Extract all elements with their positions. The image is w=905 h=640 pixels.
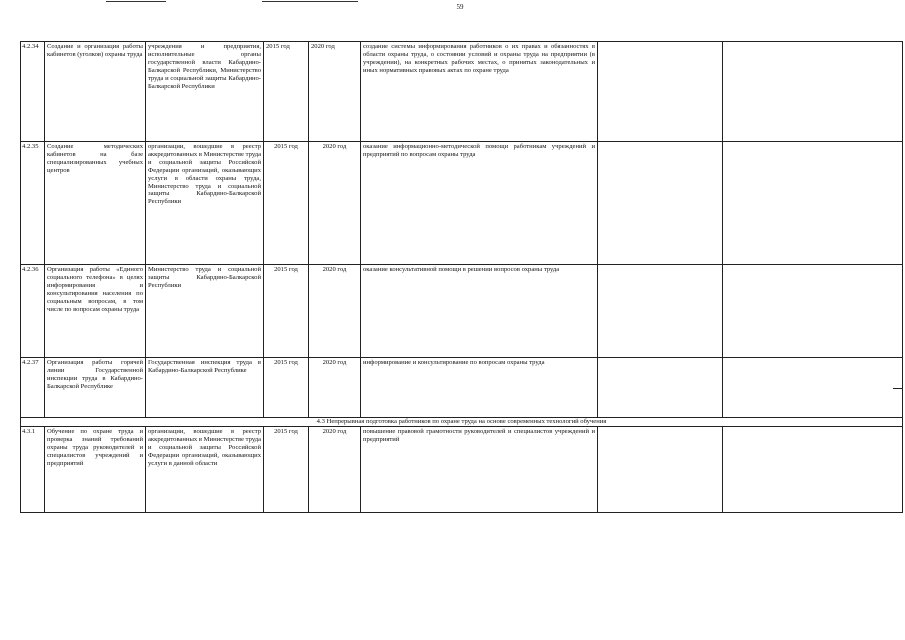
table-row — [21, 265, 903, 358]
end-year: 2020 год — [309, 265, 361, 358]
empty-cell — [723, 427, 903, 513]
start-year: 2015 год — [264, 142, 309, 265]
measure-name: Обучение по охране труда и проверка знаний требований охраны труда руководителей и специалистов учреждений и предприятий — [45, 427, 146, 513]
expected-result: повышение правовой грамотности руководителей и специалистов учреждений и предприятий — [361, 427, 598, 513]
scan-artifact-line — [262, 1, 358, 2]
row-number: 4.2.34 — [21, 42, 45, 142]
expected-result: оказание информационно-методической помощи работникам учреждений и предприятий по вопросам охраны труда — [361, 142, 598, 265]
empty-cell — [723, 42, 903, 142]
end-year: 2020 год — [309, 427, 361, 513]
expected-result: создание системы информирования работников о их правах и обязанностях в области охраны труда, о состоянии условий и охраны труда на предприятии (в учреждении), на конкретных рабочих местах, о принятых законодательных и иных нормативных правовых актах по охране труда — [361, 42, 598, 142]
empty-cell — [598, 142, 723, 265]
empty-cell — [723, 142, 903, 265]
measure-name: Организация работы горячей линии Государственной инспекции труда в Кабардино-Балкарской Республике — [45, 358, 146, 418]
end-year: 2020 год — [309, 358, 361, 418]
measures-table — [20, 41, 903, 513]
end-year: 2020 год — [309, 42, 361, 142]
table-row — [21, 427, 903, 513]
row-number: 4.3.1 — [21, 427, 45, 513]
measure-name: Создание методических кабинетов на базе специализированных учебных центров — [45, 142, 146, 265]
row-number: 4.2.36 — [21, 265, 45, 358]
section-header: 4.3 Непрерывная подготовка работников по охране труда на основе современных технологий обучения — [21, 418, 903, 427]
start-year: 2015 год — [264, 42, 309, 142]
start-year: 2015 год — [264, 265, 309, 358]
empty-cell — [723, 358, 903, 418]
empty-cell — [598, 358, 723, 418]
empty-cell — [723, 265, 903, 358]
empty-cell — [598, 265, 723, 358]
row-number: 4.2.37 — [21, 358, 45, 418]
empty-cell — [598, 427, 723, 513]
row-number: 4.2.35 — [21, 142, 45, 265]
executor-cell: организации, вошедшие в реестр аккредитованных в Министерстве труда и социальной защиты Российской Федерации организаций, оказывающих услуги в области охраны труда, Министерство труда и социальной защиты Кабардино-Балкарской Республики — [146, 142, 264, 265]
executor-cell: организации, вошедшие в реестр аккредитованных в Министерстве труда и социальной защиты Российской Федерации организаций, оказывающих услуги в данной области — [146, 427, 264, 513]
section-row — [21, 418, 903, 427]
measure-name: Организация работы «Единого социального телефона» в целях информирования и консультирования населения по социальным вопросам, в том числе по вопросам охраны труда — [45, 265, 146, 358]
table-row — [21, 358, 903, 418]
page-number: 59 — [456, 3, 464, 11]
executor-cell: Министерство труда и социальной защиты Кабардино-Балкарской Республики — [146, 265, 264, 358]
table-row — [21, 42, 903, 142]
start-year: 2015 год — [264, 358, 309, 418]
scan-artifact-line — [106, 1, 166, 2]
measure-name: Создание и организация работы кабинетов (уголков) охраны труда — [45, 42, 146, 142]
executor-cell: Государственная инспекция труда в Кабардино-Балкарской Республике — [146, 358, 264, 418]
end-year: 2020 год — [309, 142, 361, 265]
expected-result: оказание консультативной помощи в решении вопросов охраны труда — [361, 265, 598, 358]
start-year: 2015 год — [264, 427, 309, 513]
empty-cell — [598, 42, 723, 142]
executor-cell: учреждения и предприятия, исполнительные органы государственной власти Кабардино-Балкарской Республики, Министерство труда и социальной защиты Кабардино-Балкарской Республики — [146, 42, 264, 142]
expected-result: информирование и консультирование по вопросам охраны труда — [361, 358, 598, 418]
table-row — [21, 142, 903, 265]
